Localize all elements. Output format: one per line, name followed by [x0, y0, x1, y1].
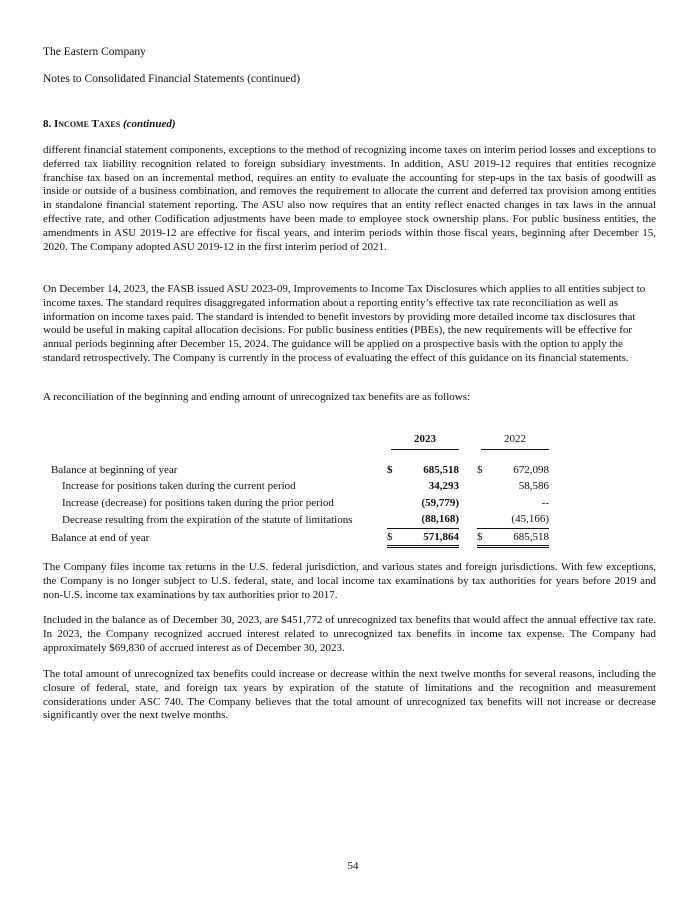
value-2023: 685,518 [423, 463, 459, 476]
row-label: Increase (decrease) for positions taken during the prior period [62, 496, 334, 509]
paragraph-total-amount: The total amount of unrecognized tax benefits could increase or decrease within the next twelve months for several reasons, including the closure of federal, state, and foreign tax years by expiration of the statute of limitations and the recognition and measurement considerations under ASC 740. The Company believes that the total amount of unrecognized tax benefits will not increase or decrease significantly over the next twelve months. [43, 668, 656, 722]
value-2023: 34,293 [428, 480, 459, 492]
dollar-sign: $ [387, 528, 399, 547]
table-row [51, 495, 549, 512]
value-2022: 672,098 [513, 463, 549, 476]
section-suffix: (continued) [122, 118, 176, 130]
section-title: Income Taxes [54, 118, 121, 130]
dollar-sign: $ [477, 463, 483, 476]
company-name: The Eastern Company [43, 46, 146, 58]
row-label: Decrease resulting from the expiration of the statute of limitations [62, 513, 353, 526]
table-row-total [51, 528, 549, 547]
value-2022: 685,518 [489, 528, 549, 547]
paragraph-asu-2023-09: On December 14, 2023, the FASB issued ASU 2023-09, Improvements to Income Tax Disclosures which applies to all entities subject to income taxes. The standard requires disaggregated information about a reporting entity’s effective tax rate reconciliation as well as information on income taxes paid. The standard is intended to benefit investors by providing more detailed income tax disclosures that would be useful in making capital allocation decisions. For public business entities (PBEs), the new requirements will be effective for annual periods beginning after December 15, 2024. The guidance will be applied on a prospective basis with the option to apply the standard retrospectively. The Company is currently in the process of evaluating the effect of this guidance on its financial statements. [43, 283, 646, 364]
paragraph-tax-returns: The Company files income tax returns in the U.S. federal jurisdiction, and various states and foreign jurisdictions. With few exceptions, the Company is no longer subject to U.S. federal, state, and local income tax examinations by tax authorities for years before 2019 and non-U.S. income tax examinations by tax authorities prior to 2017. [43, 561, 656, 601]
section-number: 8. [43, 118, 54, 130]
year-header-2023: 2023 [391, 431, 459, 450]
row-label: Balance at beginning of year [51, 463, 178, 476]
row-label: Balance at end of year [51, 532, 150, 544]
dollar-sign: $ [387, 463, 393, 476]
paragraph-balance-included: Included in the balance as of December 30, 2023, are $451,772 of unrecognized tax benefits that would affect the annual effective tax rate. In 2023, the Company recognized accrued interest related to unrecognized tax benefits in income tax expense. The Company had approximately $69,830 of accrued interest as of December 30, 2023. [43, 614, 656, 654]
year-header-2022: 2022 [481, 431, 549, 450]
section-heading [43, 118, 176, 130]
document-subtitle: Notes to Consolidated Financial Statements (continued) [43, 73, 301, 85]
table-row [51, 478, 549, 495]
unrecognized-tax-benefits-table [51, 431, 549, 548]
row-label: Increase for positions taken during the current period [62, 480, 296, 492]
value-2023: 571,864 [399, 528, 459, 547]
dollar-sign: $ [477, 528, 489, 547]
paragraph-asu-2019-12: different financial statement components, exceptions to the method of recognizing income taxes on interim period losses and exceptions to deferred tax liability recognition related to foreign subsidiary investments. In addition, ASU 2019-12 requires that entities recognize franchise tax based on an incremental method, requires an entity to evaluate the accounting for step-ups in the tax basis of goodwill as inside or outside of a business combination, and removes the requirement to allocate the current and deferred tax provision among entities in standalone financial statement reporting. The ASU also now requires that an entity reflect enacted changes in tax laws in the annual effective rate, and other Codification adjustments have been made to employee stock ownership plans. For public business entities, the amendments in ASU 2019-12 are effective for fiscal years, and interim periods within those fiscal years, beginning after December 15, 2020. The Company adopted ASU 2019-12 in the first interim period of 2021. [43, 144, 656, 253]
value-2023: (88,168) [399, 511, 459, 528]
page-number: 54 [347, 860, 359, 872]
value-2022: -- [541, 496, 549, 509]
paragraph-reconciliation-intro: A reconciliation of the beginning and ending amount of unrecognized tax benefits are as follows: [43, 391, 471, 403]
table-row [51, 462, 549, 479]
value-2023: (59,779) [421, 496, 459, 509]
value-2022: (45,166) [489, 511, 549, 528]
value-2022: 58,586 [518, 480, 549, 492]
table-header-row [51, 431, 549, 450]
table-row [51, 511, 549, 528]
